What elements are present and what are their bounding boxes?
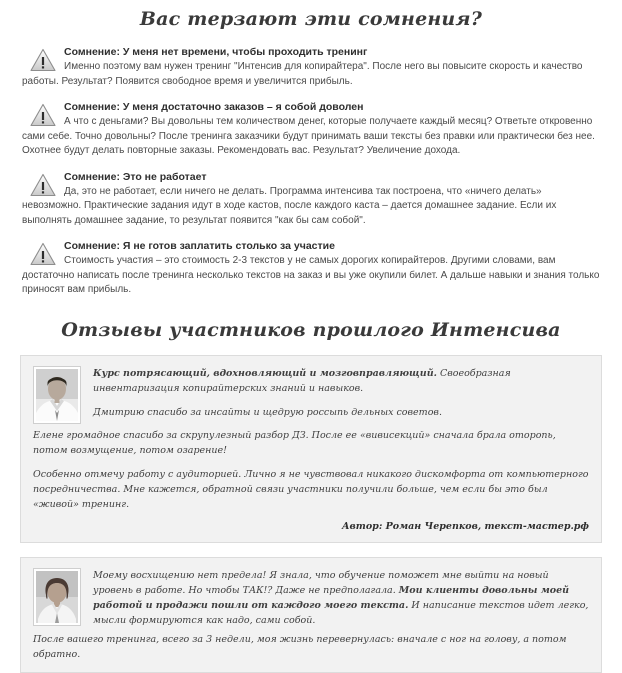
page-title-reviews: Отзывы участников прошлого Интенсива	[61, 318, 561, 341]
doubt-body: Именно поэтому вам нужен тренинг "Интенсив для копирайтера". После него вы повысите скорость и качество работы. Результат? Появится свободное время и увеличится прибыль.	[22, 61, 583, 87]
doubt-body: А что с деньгами? Вы довольны тем количеством денег, которые получаете каждый месяц? Ответьте откровенно сами себе. Точно довольны? После тренинга заказчики будут принимать ваши тексты без правки или практически без нее. Охотнее будут делать повторные заказы. Рекомендовать вас. Результат? Увеличение дохода.	[22, 116, 595, 156]
review-card	[20, 355, 602, 543]
review-author: Автор: Роман Черепков, текст-мастер.рф	[341, 520, 589, 532]
review-paragraph: Елене громадное спасибо за скрупулезный разбор ДЗ. После ее «вивисекций» сначала брала оторопь, потом возмущение, потом озарение!	[33, 429, 556, 456]
doubts-list	[0, 46, 622, 298]
review-paragraph: Особенно отмечу работу с аудиторией. Лично я не чувствовал никакого дискомфорта от компьютерного посредничества. Мне кажется, обратной связи участники получили больше, чем если бы это был «живой» тренинг.	[33, 468, 589, 510]
doubt-item	[22, 46, 600, 89]
review-paragraph: После вашего тренинга, всего за 3 недели, моя жизнь перевернулась: вначале с ног на голову, а потом обратно.	[33, 633, 567, 660]
review-intro	[93, 366, 589, 420]
warning-triangle-icon	[30, 48, 56, 72]
review-paragraph-part-a: Моему восхищению нет предела! Я знала, что обучение поможет мне выйти на новый уровень в работе. Но чтобы ТАК!? Даже не предполагала.	[93, 569, 549, 596]
review-paragraph: Дмитрию спасибо за инсайты и щедрую россыпь дельных советов.	[93, 406, 442, 418]
doubt-title: Сомнение: Я не готов заплатить столько за участие	[64, 240, 335, 252]
review-card	[20, 557, 602, 673]
review-paragraph-part-b: И написание текстов идет легко, мысли формируются как надо, сами собой.	[93, 599, 589, 626]
doubt-item	[22, 240, 600, 298]
avatar	[33, 366, 81, 424]
doubt-item	[22, 171, 600, 229]
review-body	[33, 632, 589, 662]
doubt-body: Да, это не работает, если ничего не делать. Программа интенсива так построена, что «ничего делать» невозможно. Практические задания идут в ходе кастов, после каждого каста – дается домашнее задание. Если их выполнять домашнее задание, то результат появится "как бы сам собой".	[22, 185, 557, 226]
doubt-title: Сомнение: Это не работает	[64, 170, 207, 183]
review-intro	[93, 568, 589, 628]
doubt-body: Стоимость участия – это стоимость 2-3 текстов у не самых дорогих копирайтеров. Другими словами, вам достаточно написать после тренинга несколько текстов на заказ и вы уже окупили билет. А дальше навыки и знания только приносят вам прибыль.	[22, 255, 600, 295]
avatar	[33, 568, 81, 626]
review-highlight: Курс потрясающий, вдохновляющий и мозговправляющий.	[93, 367, 437, 379]
doubt-item	[22, 101, 600, 159]
review-body	[33, 428, 589, 532]
review-paragraph-rest: Своеобразная инвентаризация копирайтерских знаний и навыков.	[93, 367, 511, 394]
warning-triangle-icon	[30, 242, 56, 266]
review-header	[33, 568, 589, 628]
review-paragraph	[93, 366, 589, 396]
reviews-list	[0, 355, 622, 673]
doubt-title: Сомнение: У меня достаточно заказов – я собой доволен	[64, 101, 364, 113]
doubt-title: Сомнение: У меня нет времени, чтобы проходить тренинг	[64, 46, 368, 58]
warning-triangle-icon	[30, 173, 56, 197]
page-title-doubts: Вас терзают эти сомнения?	[139, 8, 483, 30]
review-highlight: Мои клиенты довольны моей работой и продажи пошли от каждого моего текста.	[93, 584, 570, 611]
review-paragraph	[93, 568, 589, 628]
review-header	[33, 366, 589, 424]
warning-triangle-icon	[30, 103, 56, 127]
